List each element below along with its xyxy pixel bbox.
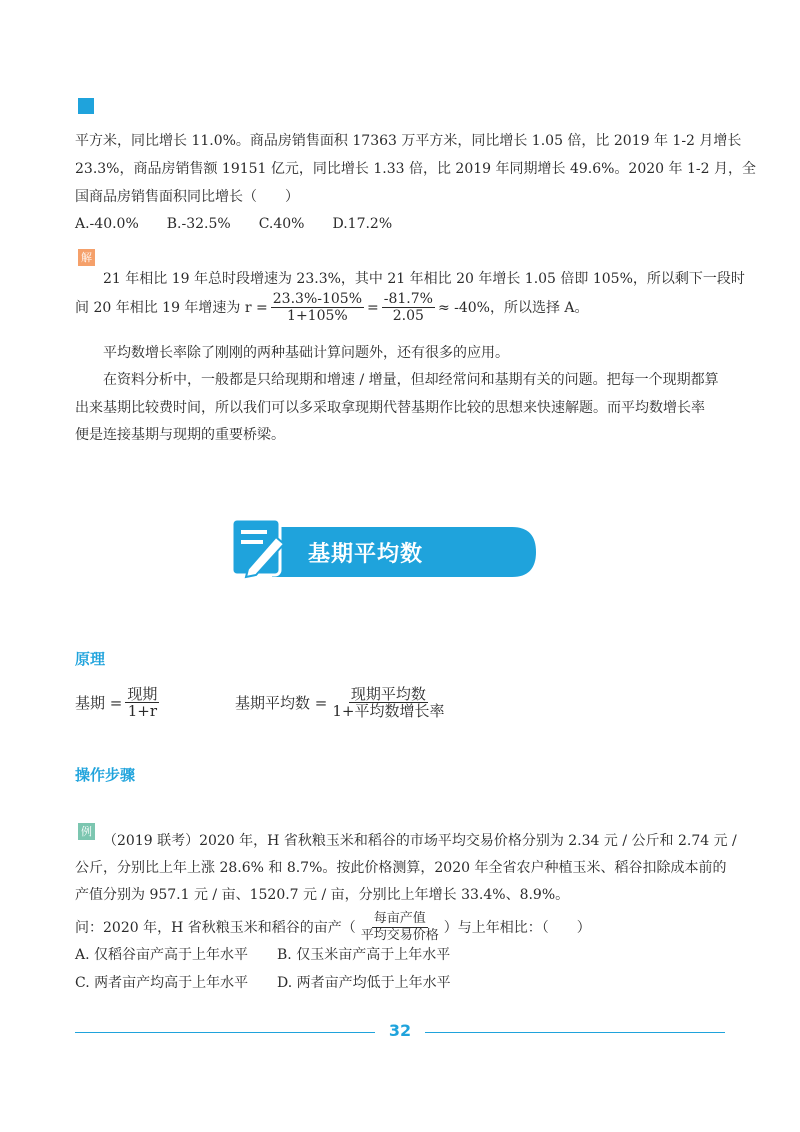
solution-line2 xyxy=(75,291,589,324)
fraction-denominator: 1+r xyxy=(127,702,157,720)
solution-tag: 解 xyxy=(78,249,95,266)
fraction-result xyxy=(382,291,435,324)
formula-base-period xyxy=(75,686,162,719)
fraction-numerator: -81.7% xyxy=(383,291,433,307)
option-d: D. 两者亩产均低于上年水平 xyxy=(277,975,451,991)
q1-line3: 国商品房销售面积同比增长（ ） xyxy=(75,189,299,205)
fraction-denominator: 1+105% xyxy=(287,308,348,324)
option-a: A. 仅稻谷亩产高于上年水平 xyxy=(75,947,249,963)
q1-line1: 平方米，同比增长 11.0%。商品房销售面积 17363 万平方米，同比增长 1.05 倍，比 2019 年 1-2 月增长 xyxy=(75,133,742,149)
example-question xyxy=(75,911,591,944)
q1-options: A.-40.0% B.-32.5% C.40% D.17.2% xyxy=(75,216,393,232)
fraction-denominator: 1+平均数增长率 xyxy=(332,702,445,720)
fraction-numerator: 现期 xyxy=(127,685,158,703)
example-tag: 例 xyxy=(78,823,95,840)
notepad-line-icon xyxy=(241,530,267,534)
question-fraction xyxy=(359,911,441,944)
option-b: B. 仅玉米亩产高于上年水平 xyxy=(277,947,451,963)
notepad-line-icon xyxy=(241,540,263,544)
formula-fraction xyxy=(330,686,446,719)
question-prefix: 问：2020 年，H 省秋粮玉米和稻谷的亩产（ xyxy=(75,919,356,936)
steps-heading: 操作步骤 xyxy=(75,766,136,784)
example-line3: 产值分别为 957.1 元 / 亩、1520.7 元 / 亩，分别比上年增长 33.4%、8.9%。 xyxy=(75,887,570,903)
footer-divider-left xyxy=(75,1032,375,1033)
section-banner xyxy=(232,517,538,583)
equals-sign: = xyxy=(367,299,379,316)
q1-line2: 23.3%，商品房销售额 19151 亿元，同比增长 1.33 倍，比 2019 年同期增长 49.6%。2020 年 1-2 月，全 xyxy=(75,161,756,177)
section-marker xyxy=(78,98,94,114)
formula-base-average xyxy=(235,686,449,719)
fraction-numerator: 每亩产值 xyxy=(373,911,426,926)
paragraph-2-line2: 出来基期比较费时间，所以我们可以多采取拿现期代替基期作比较的思想来快速解题。而平均数增长率 xyxy=(75,400,705,416)
solution-line2-suffix: ≈ -40%，所以选择 A。 xyxy=(437,299,589,316)
solution-line2-prefix: 间 20 年相比 19 年增速为 r = xyxy=(75,299,268,316)
fraction-growth xyxy=(271,291,364,324)
footer-divider-right xyxy=(425,1032,725,1033)
formula-left: 基期 = xyxy=(75,694,123,712)
paragraph-2-line3: 便是连接基期与现期的重要桥梁。 xyxy=(75,427,285,443)
principle-heading: 原理 xyxy=(75,650,106,668)
question-suffix: ）与上年相比：（ ） xyxy=(443,919,591,936)
formula-fraction xyxy=(125,686,159,719)
fraction-numerator: 现期平均数 xyxy=(350,685,426,703)
solution-line1: 21 年相比 19 年总时段增速为 23.3%，其中 21 年相比 20 年增长 1.05 倍即 105%，所以剩下一段时 xyxy=(103,271,745,287)
section-title: 基期平均数 xyxy=(308,542,424,567)
page-number: 32 xyxy=(388,1021,412,1040)
example-line1: （2019 联考）2020 年，H 省秋粮玉米和稻谷的市场平均交易价格分别为 2.34 元 / 公斤和 2.74 元 / xyxy=(103,833,737,849)
fraction-numerator: 23.3%-105% xyxy=(272,291,362,307)
example-line2: 公斤，分别比上年上涨 28.6% 和 8.7%。按此价格测算，2020 年全省农户种植玉米、稻谷扣除成本前的 xyxy=(75,860,727,876)
option-c: C. 两者亩产均高于上年水平 xyxy=(75,975,249,991)
formula-left: 基期平均数 = xyxy=(235,694,328,712)
paragraph-1: 平均数增长率除了刚刚的两种基础计算问题外，还有很多的应用。 xyxy=(103,345,509,361)
fraction-denominator: 平均交易价格 xyxy=(360,928,439,943)
fraction-denominator: 2.05 xyxy=(392,308,424,324)
paragraph-2-line1: 在资料分析中，一般都是只给现期和增速 / 增量，但却经常问和基期有关的问题。把每一个现期都算 xyxy=(103,372,719,388)
